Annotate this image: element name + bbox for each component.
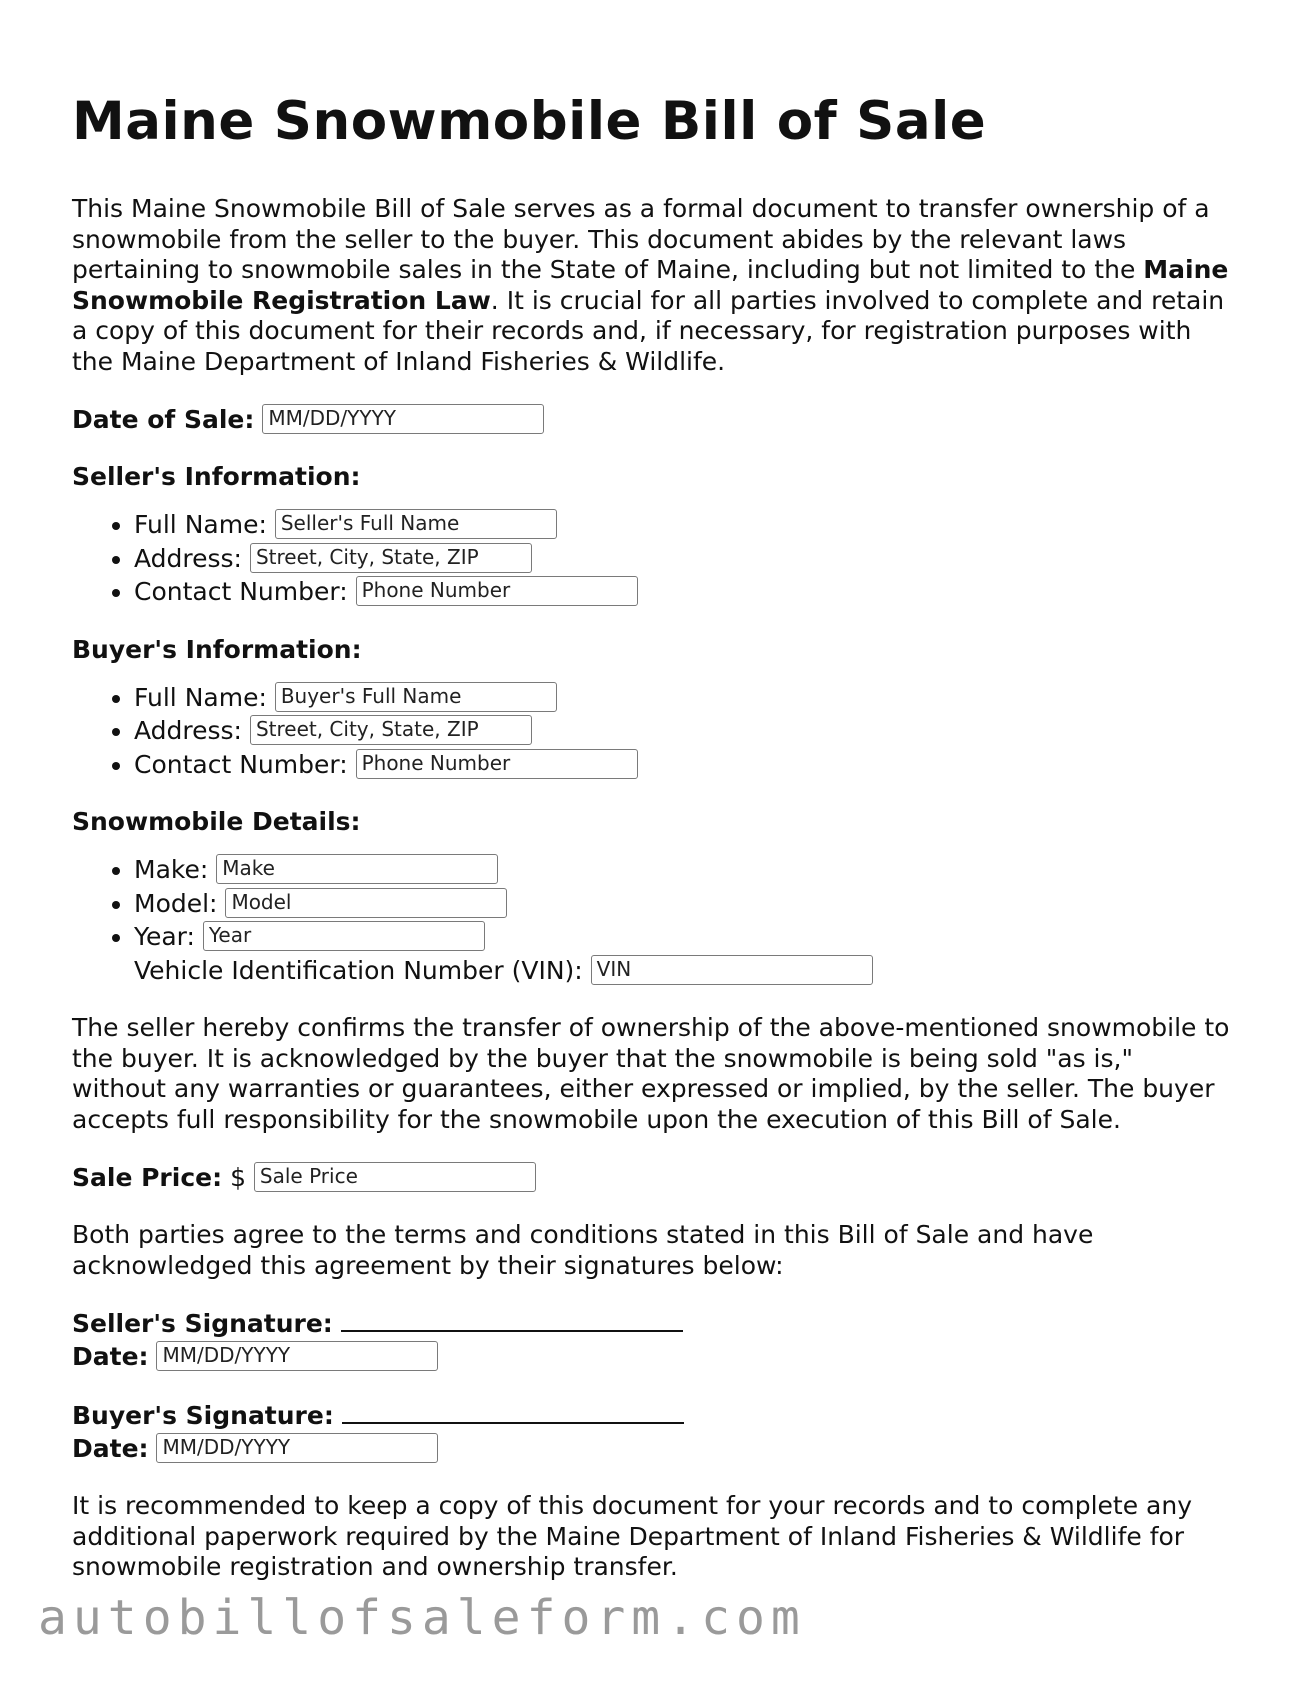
seller-name-input[interactable]: Seller's Full Name (275, 509, 557, 539)
agreement-paragraph: Both parties agree to the terms and conditions stated in this Bill of Sale and have acknowledged this agreement by their signatures below: (72, 1220, 1094, 1280)
seller-date-row (72, 1340, 1232, 1373)
seller-address-label: Address: (134, 543, 242, 573)
seller-address-input[interactable]: Street, City, State, ZIP (250, 543, 532, 573)
buyer-info-heading: Buyer's Information: (72, 634, 362, 664)
seller-address-item (134, 542, 1232, 576)
vin-input[interactable]: VIN (591, 955, 873, 985)
buyer-date-label: Date: (72, 1434, 149, 1463)
buyer-info-list (72, 681, 1232, 782)
transfer-paragraph: The seller hereby confirms the transfer of ownership of the above-mentioned snowmobile to the buyer. It is acknowledged by the buyer that the snowmobile is being sold "as is," without any warranties or guarantees, either expressed or implied, by the seller. The buyer accepts full responsibility for the snowmobile upon the execution of this Bill of Sale. (72, 1013, 1230, 1134)
buyer-contact-label: Contact Number: (134, 749, 348, 779)
seller-date-label: Date: (72, 1342, 149, 1371)
make-input[interactable]: Make (216, 854, 498, 884)
snowmobile-details-heading: Snowmobile Details: (72, 807, 361, 836)
buyer-date-row (72, 1432, 1232, 1465)
sale-price-label: Sale Price: (72, 1163, 223, 1192)
buyer-address-item (134, 714, 1232, 748)
buyer-name-label: Full Name: (134, 682, 267, 712)
closing-paragraph: It is recommended to keep a copy of this document for your records and to complete any additional paperwork required by the Maine Department of Inland Fisheries & Wildlife for snowmobile registration and ownership transfer. (72, 1491, 1193, 1581)
buyer-address-label: Address: (134, 716, 242, 745)
seller-contact-input[interactable]: Phone Number (356, 576, 638, 606)
intro-paragraph (72, 194, 1232, 377)
buyer-contact-item (134, 748, 1232, 782)
date-of-sale-input[interactable]: MM/DD/YYYY (262, 404, 544, 434)
buyer-name-item (134, 681, 1232, 715)
vin-item (134, 954, 1232, 988)
intro-text-part1: This Maine Snowmobile Bill of Sale serves as a formal document to transfer ownership of a snowmobile from the seller to the buyer. This document abides by the relevant laws pertaining to snowmobile sales in the State of Maine, including but not limited to the (72, 194, 1210, 284)
buyer-signature-line[interactable] (342, 1400, 684, 1424)
seller-signature-label: Seller's Signature: (72, 1309, 333, 1338)
seller-contact-label: Contact Number: (134, 577, 348, 606)
page-title: Maine Snowmobile Bill of Sale (72, 91, 987, 152)
seller-signature-block (72, 1307, 1232, 1373)
year-input[interactable]: Year (203, 921, 485, 951)
year-label: Year: (134, 922, 195, 951)
model-input[interactable]: Model (225, 888, 507, 918)
vin-label: Vehicle Identification Number (VIN): (134, 955, 583, 985)
seller-date-input[interactable]: MM/DD/YYYY (156, 1341, 438, 1371)
intro-text-part2: . It is crucial for all parties involved to complete and retain a copy of this document for their records and, if necessary, for registration purposes with the Maine Department of Inland Fisheries & Wildlife. (72, 285, 1225, 376)
model-label: Model: (134, 888, 218, 918)
buyer-signature-block (72, 1399, 1232, 1465)
document-page (72, 86, 1232, 1583)
buyer-date-input[interactable]: MM/DD/YYYY (156, 1433, 438, 1463)
seller-name-item (134, 508, 1232, 542)
make-label: Make: (134, 855, 209, 884)
buyer-address-input[interactable]: Street, City, State, ZIP (250, 715, 532, 745)
date-of-sale-row (72, 403, 1232, 436)
buyer-signature-row (72, 1399, 1232, 1432)
buyer-contact-input[interactable]: Phone Number (356, 749, 638, 779)
seller-name-label: Full Name: (134, 510, 267, 539)
seller-info-list (72, 508, 1232, 609)
seller-info-heading: Seller's Information: (72, 462, 361, 491)
seller-signature-row (72, 1307, 1232, 1340)
intro-law-name: Maine Snowmobile Registration Law (72, 255, 1229, 315)
seller-contact-item (134, 575, 1232, 609)
buyer-signature-label: Buyer's Signature: (72, 1401, 334, 1430)
sale-price-input[interactable]: Sale Price (254, 1162, 536, 1192)
make-item (134, 853, 1232, 887)
snowmobile-details-list (72, 853, 1232, 987)
date-of-sale-label: Date of Sale: (72, 405, 255, 434)
model-item (134, 887, 1232, 921)
year-item (134, 920, 1232, 954)
buyer-name-input[interactable]: Buyer's Full Name (275, 682, 557, 712)
watermark: autobillofsaleform.com (38, 1590, 806, 1646)
currency-symbol: $ (230, 1163, 246, 1192)
seller-signature-line[interactable] (341, 1308, 683, 1332)
sale-price-row (72, 1161, 1232, 1194)
